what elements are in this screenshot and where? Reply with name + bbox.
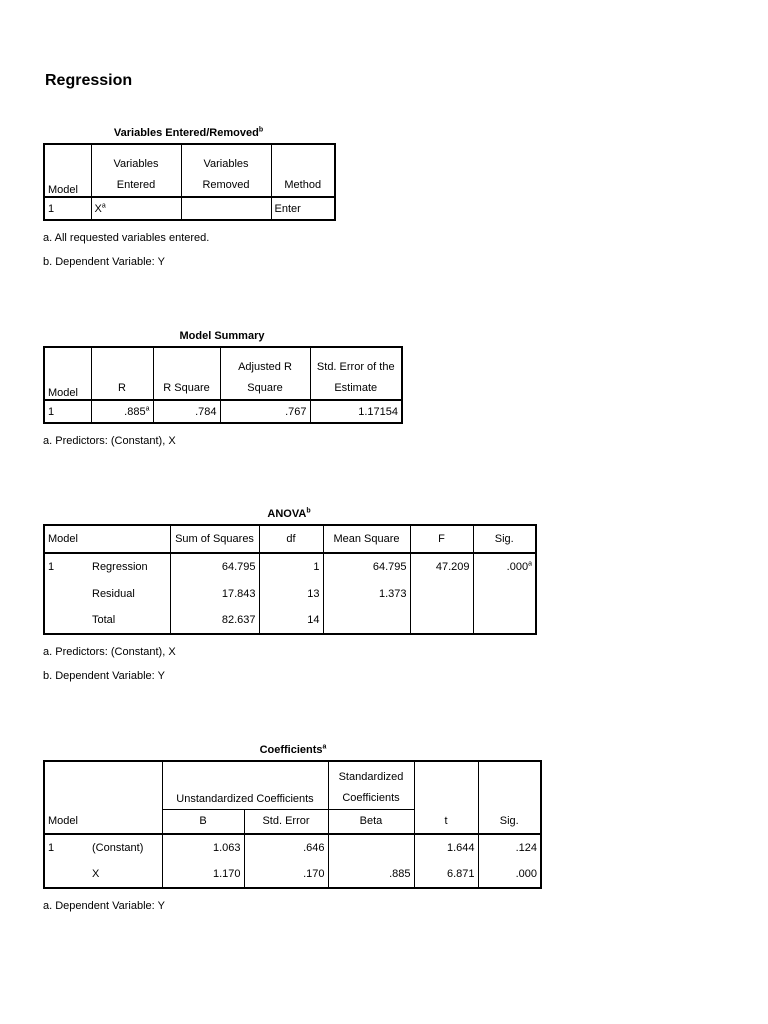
cell-beta: .885 (328, 861, 414, 888)
header-b: B (162, 809, 244, 834)
header-r: R (91, 347, 153, 400)
cell-mean-square: 1.373 (323, 580, 410, 607)
cell-sum-of-squares: 82.637 (170, 607, 259, 634)
coefficients-caption: Coefficients$^a$ (259, 743, 327, 756)
header-entered: Variables Entered (91, 144, 181, 197)
cell-sig: .000 (478, 861, 541, 888)
cell-removed (181, 197, 271, 220)
cell-b: 1.170 (162, 861, 244, 888)
table-header-row (44, 525, 536, 553)
variables-caption: Variables Entered/Removed$^b$ (113, 126, 264, 139)
header-sum-of-squares: Sum of Squares (170, 525, 259, 553)
footnote: b. Dependent Variable: Y (43, 256, 165, 268)
header-blank (414, 761, 478, 809)
cell-model (44, 580, 89, 607)
model-summary-table (43, 346, 403, 424)
cell-std-error: .170 (244, 861, 328, 888)
cell-sig (473, 607, 536, 634)
cell-sig: .000$^a$ (473, 553, 536, 580)
cell-f (410, 580, 473, 607)
cell-model: 1 (44, 400, 91, 423)
variables-table (43, 143, 336, 221)
table-row (44, 861, 541, 888)
cell-df: 13 (259, 580, 323, 607)
table-row (44, 834, 541, 861)
footnote: b. Dependent Variable: Y (43, 670, 165, 682)
cell-sum-of-squares: 17.843 (170, 580, 259, 607)
header-model: Model (44, 525, 89, 553)
header-std-error: Std. Error of the Estimate (310, 347, 402, 400)
cell-term: (Constant) (89, 834, 162, 861)
cell-model (44, 861, 89, 888)
cell-model: 1 (44, 197, 91, 220)
variables-entered-block (43, 126, 336, 269)
cell-r: .885$^a$ (91, 400, 153, 423)
header-model: Model (44, 144, 91, 197)
cell-source: Total (89, 607, 170, 634)
cell-adjusted-r-square: .767 (220, 400, 310, 423)
header-sig: Sig. (478, 809, 541, 834)
header-f: F (410, 525, 473, 553)
cell-mean-square (323, 607, 410, 634)
footnote: a. Predictors: (Constant), X (43, 435, 176, 447)
cell-mean-square: 64.795 (323, 553, 410, 580)
header-mean-square: Mean Square (323, 525, 410, 553)
header-std-error: Std. Error (244, 809, 328, 834)
table-row (44, 400, 402, 423)
cell-source: Residual (89, 580, 170, 607)
header-r-square: R Square (153, 347, 220, 400)
cell-model: 1 (44, 553, 89, 580)
cell-method: Enter (271, 197, 335, 220)
footnote: a. Dependent Variable: Y (43, 900, 165, 912)
cell-term: X (89, 861, 162, 888)
header-sig: Sig. (473, 525, 536, 553)
cell-std-error: .646 (244, 834, 328, 861)
table-row (44, 197, 335, 220)
cell-f: 47.209 (410, 553, 473, 580)
table-header-row (44, 144, 335, 197)
header-adjusted-r-square: Adjusted R Square (220, 347, 310, 400)
header-beta: Beta (328, 809, 414, 834)
header-standardized: Standardized Coefficients (328, 761, 414, 809)
table-header-row (44, 809, 541, 834)
coefficients-table (43, 760, 542, 889)
cell-std-error: 1.17154 (310, 400, 402, 423)
cell-sig (473, 580, 536, 607)
footnote: a. Predictors: (Constant), X (43, 646, 176, 658)
cell-sum-of-squares: 64.795 (170, 553, 259, 580)
header-model: Model (44, 347, 91, 400)
cell-t: 1.644 (414, 834, 478, 861)
table-header-row (44, 761, 541, 809)
header-removed: Variables Removed (181, 144, 271, 197)
cell-model (44, 607, 89, 634)
cell-model: 1 (44, 834, 89, 861)
header-df: df (259, 525, 323, 553)
anova-block (43, 507, 537, 683)
coefficients-block (43, 743, 543, 913)
cell-entered: $X^a$ (91, 197, 181, 220)
page-title: Regression (45, 72, 133, 89)
cell-df: 14 (259, 607, 323, 634)
header-blank (89, 809, 162, 834)
header-model-name (89, 525, 170, 553)
header-method: Method (271, 144, 335, 197)
cell-beta (328, 834, 414, 861)
header-blank (89, 761, 162, 809)
table-row (44, 607, 536, 634)
header-blank (478, 761, 541, 809)
cell-b: 1.063 (162, 834, 244, 861)
table-header-row (44, 347, 402, 400)
header-t: t (414, 809, 478, 834)
cell-source: Regression (89, 553, 170, 580)
cell-r-square: .784 (153, 400, 220, 423)
cell-df: 1 (259, 553, 323, 580)
cell-sig: .124 (478, 834, 541, 861)
summary-caption: Model Summary (179, 330, 265, 342)
table-row (44, 580, 536, 607)
table-row (44, 553, 536, 580)
cell-f (410, 607, 473, 634)
header-blank (44, 761, 89, 809)
anova-table (43, 524, 537, 635)
cell-t: 6.871 (414, 861, 478, 888)
footnote: a. All requested variables entered. (43, 232, 210, 244)
header-unstandardized: Unstandardized Coefficients (162, 761, 328, 809)
model-summary-block (43, 329, 403, 448)
header-model: Model (44, 809, 89, 834)
anova-caption: ANOVA$^b$ (267, 507, 311, 520)
